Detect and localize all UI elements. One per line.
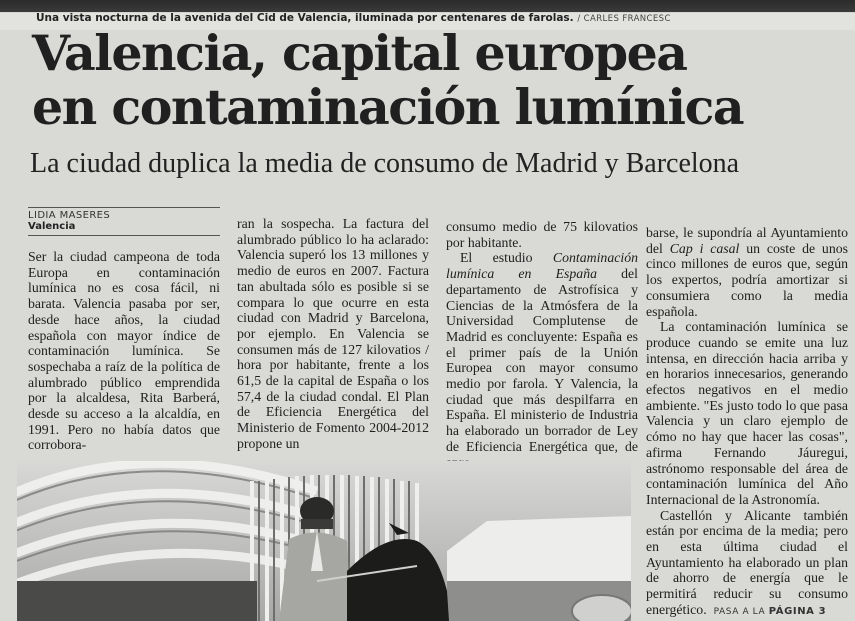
text-run: Castellón y Alicante también están por encima de la media; pero en esta última ciudad el Ayuntamiento ha elaborado un plan de ahorro de energía que le permitirá reducir su consumo energético.: [646, 507, 848, 617]
headline-line-2: en contaminación lumínica: [32, 78, 744, 136]
continue-page: PÁGINA 3: [768, 605, 827, 617]
paragraph: Ser la ciudad campeona de toda Europa en contaminación lumínica no es cosa fácil, ni barata. Valencia pasaba por ser, desde hace años, la ciudad española con mayor índice de contaminación lumínica. Se sospechaba a raíz de la política de alumbrado público emprendida por la alcaldesa, Rita Barberá, desde su acceso a la alcaldía, en 1991. Pero no había datos que corrobora-: [28, 249, 220, 453]
article-column-2: [237, 216, 429, 452]
paragraph: consumo medio de 75 kilovatios por habitante.: [446, 219, 638, 250]
paragraph: [646, 225, 848, 319]
photo-illustration: [17, 461, 631, 621]
study-title: Contaminación lumínica en España: [446, 250, 638, 282]
text-run: El estudio: [460, 250, 553, 266]
caption-text: Una vista nocturna de la avenida del Cid de Valencia, iluminada por centenares de farolas.: [36, 12, 574, 24]
byline-author: LIDIA MASERES: [28, 210, 111, 221]
headline: [32, 26, 832, 134]
caption-credit: / CARLES FRANCESC: [577, 14, 671, 24]
cap-i-casal: Cap i casal: [669, 240, 740, 256]
headline-line-1: Valencia, capital europea: [32, 24, 687, 82]
article-column-1: [28, 249, 220, 453]
photo-caption: [36, 12, 836, 24]
paragraph: ran la sospecha. La factura del alumbrado público lo ha aclarado: Valencia superó los 13 millones y medio de euros en 2007. Factura tan abultada sólo es posible si se compara lo que ocurre en esta ciudad con Madrid y Barcelona, por ejemplo. En Valencia se consumen más de 127 kilovatios / hora por habitante, frente a los 61,5 de la capital de España o los 57,4 de la ciudad condal. El Plan de Eficiencia Energética del Ministerio de Fomento 2004-2012 propone un: [237, 216, 429, 451]
article-column-3: [446, 219, 638, 470]
text-run: un coste de unos cinco millones de euros que, según los expertos, podría amortizar si consumiera como la media española.: [646, 240, 849, 319]
byline: [28, 207, 220, 236]
paragraph: [646, 508, 848, 621]
continue-label: PASA A LA: [713, 606, 766, 617]
continue-to-page: [714, 607, 827, 617]
equestrian-photo: [17, 461, 631, 621]
article-column-4: [646, 225, 848, 621]
text-run: barse, le supondría al Ayuntamiento del: [646, 225, 848, 256]
paragraph: [446, 250, 638, 470]
subheadline: La ciudad duplica la media de consumo de Madrid y Barcelona: [30, 148, 740, 179]
byline-location: Valencia: [28, 221, 220, 236]
text-run: del departamento de Astrofísica y Ciencias de la Atmósfera de la Universidad Complutense de Madrid es concluyente: España es el primer país de la Unión Europea con mayor consumo medio por farola. Y Valencia, la ciudad que más despilfarra en España. El ministerio de Industria ha elaborado un borrador de Ley de Eficiencia Energética que, de: [446, 266, 639, 454]
paragraph: La contaminación lumínica se produce cuando se emite una luz intensa, en dirección hacia arriba y en horarios innecesarios, generando efectos negativos en el medio ambiente. "Es justo todo lo que pasa Valencia y un claro ejemplo de cómo no hay que hacer las cosas", afirma Fernando Jáuregui, astrónomo responsable del área de contaminación lumínica del Año Internacional de la Astronomía.: [646, 319, 848, 507]
